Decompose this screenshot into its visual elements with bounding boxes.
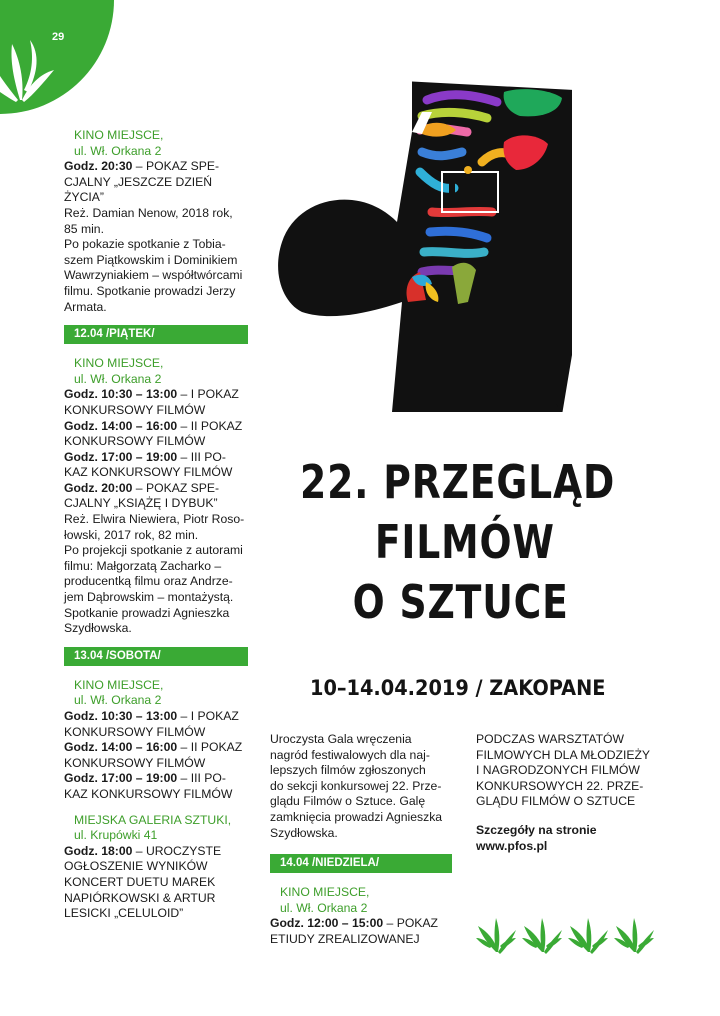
day-header: 13.04 /SOBOTA/ (64, 647, 248, 666)
plant-icon (614, 918, 654, 954)
event-line: OGŁOSZENIE WYNIKÓW (64, 859, 208, 874)
event-line: ŻYCIA” (64, 190, 104, 205)
event-line: Wawrzyniakiem – współtwórcami (64, 268, 243, 283)
event-line: Po projekcji spotkanie z autorami (64, 543, 243, 558)
venue-address: ul. Wł. Orkana 2 (280, 900, 368, 915)
venue-address: ul. Wł. Orkana 2 (74, 143, 162, 158)
text-block (476, 732, 676, 810)
venue-name: KINO MIEJSCE, (74, 356, 164, 371)
text-line: GLĄDU FILMÓW O SZTUCE (476, 794, 636, 809)
venue-name: KINO MIEJSCE, (280, 885, 370, 900)
poster-illustration (272, 72, 572, 412)
event-line: Godz. 18:00 – UROCZYSTE (64, 843, 222, 858)
text-line: PODCZAS WARSZTATÓW (476, 732, 625, 746)
event-line: jem Dąbrowskim – montażystą. (64, 590, 234, 605)
event-line: KAZ KONKURSOWY FILMÓW (64, 465, 233, 480)
event-line: Reż. Damian Nenow, 2018 rok, (64, 205, 233, 220)
event-line: KONKURSOWY FILMÓW (64, 755, 206, 770)
event-block (64, 844, 248, 922)
corner-badge (0, 0, 114, 114)
event-line: KONKURSOWY FILMÓW (64, 402, 206, 417)
plant-icon (476, 918, 516, 954)
text-block (270, 732, 452, 841)
plant-icon (522, 918, 562, 954)
event-line: Godz. 17:00 – 19:00 – III PO- (64, 771, 226, 786)
text-line: Szydłowska. (270, 825, 338, 840)
text-line: I NAGRODZONYCH FILMÓW (476, 763, 640, 778)
plant-icon (568, 918, 608, 954)
event-line: producentką filmu oraz Andrze- (64, 574, 233, 589)
event-line: Spotkanie prowadzi Agnieszka (64, 605, 230, 620)
event-line: łowski, 2017 rok, 82 min. (64, 527, 199, 542)
festival-dates: 10–14.04.2019 / ZAKOPANE (310, 676, 606, 700)
event-line: KAZ KONKURSOWY FILMÓW (64, 786, 233, 801)
venue-address: ul. Wł. Orkana 2 (74, 371, 162, 386)
footer-plants (476, 908, 656, 954)
event-block (64, 159, 248, 315)
event-line: 85 min. (64, 221, 104, 236)
venue-name: MIEJSKA GALERIA SZTUKI, (74, 812, 232, 827)
event-line: Godz. 14:00 – 16:00 – II POKAZ (64, 418, 243, 433)
festival-title (300, 452, 616, 632)
event-line: KONKURSOWY FILMÓW (64, 434, 206, 449)
venue-name: KINO MIEJSCE, (74, 677, 164, 692)
event-line: CJALNY „JESZCZE DZIEŃ (64, 174, 213, 189)
text-line: glądu Filmów o Sztuce. Galę (270, 794, 426, 809)
middle-column (270, 732, 452, 948)
event-line: NAPIÓRKOWSKI & ARTUR (64, 890, 216, 905)
event-line: Godz. 20:00 – POKAZ SPE- (64, 480, 220, 495)
text-line: lepszych filmów zgłoszonych (270, 763, 426, 778)
event-line: KONKURSOWY FILMÓW (64, 724, 206, 739)
text-line: nagród festiwalowych dla naj- (270, 747, 430, 762)
event-line: Godz. 14:00 – 16:00 – II POKAZ (64, 740, 243, 755)
event-line: LESICKI „CELULOID” (64, 906, 184, 921)
left-column (64, 128, 248, 922)
event-line: Szydłowska. (64, 621, 132, 636)
event-line: Po pokazie spotkanie z Tobia- (64, 237, 226, 252)
website-link[interactable]: www.pfos.pl (476, 838, 548, 853)
event-block (270, 916, 452, 947)
text-line: zamknięcia prowadzi Agnieszka (270, 809, 443, 824)
text-line: KONKURSOWYCH 22. PRZE- (476, 778, 644, 793)
title-line: 22. PRZEGLĄD (300, 455, 616, 509)
event-line: KONCERT DUETU MAREK (64, 874, 216, 889)
event-line: ETIUDY ZREALIZOWANEJ (270, 931, 420, 946)
event-block (64, 709, 248, 803)
event-line: Godz. 20:30 – POKAZ SPE- (64, 159, 220, 174)
event-line: filmu: Małgorzatą Zacharko – (64, 558, 222, 573)
title-line: O SZTUCE (352, 575, 569, 629)
venue-address: ul. Wł. Orkana 2 (74, 693, 162, 708)
venue-address: ul. Krupówki 41 (74, 828, 158, 843)
day-header: 12.04 /PIĄTEK/ (64, 325, 248, 344)
text-line: do sekcji konkursowej 22. Prze- (270, 778, 442, 793)
text-line: Uroczysta Gala wręczenia (270, 732, 412, 746)
event-block (64, 387, 248, 637)
page-number: 29 (52, 31, 65, 43)
right-column (476, 732, 676, 854)
day-header: 14.04 /NIEDZIELA/ (270, 854, 452, 873)
text-line: FILMOWYCH DLA MŁODZIEŻY (476, 747, 651, 762)
title-line: FILMÓW (374, 515, 555, 569)
details-label: Szczegóły na stronie (476, 822, 597, 837)
event-line: filmu. Spotkanie prowadzi Jerzy (64, 283, 236, 298)
svg-text:•: • (555, 403, 559, 410)
venue-name: KINO MIEJSCE, (74, 128, 164, 142)
event-line: szem Piątkowskim i Dominikiem (64, 252, 238, 267)
event-line: CJALNY „KSIĄŻĘ I DYBUK” (64, 496, 218, 511)
event-line: Godz. 10:30 – 13:00 – I POKAZ (64, 709, 239, 723)
event-line: Godz. 10:30 – 13:00 – I POKAZ (64, 387, 239, 402)
event-line: Godz. 12:00 – 15:00 – POKAZ (270, 916, 439, 931)
event-line: Armata. (64, 299, 107, 314)
event-line: Godz. 17:00 – 19:00 – III PO- (64, 449, 226, 464)
event-line: Reż. Elwira Niewiera, Piotr Roso- (64, 512, 245, 527)
